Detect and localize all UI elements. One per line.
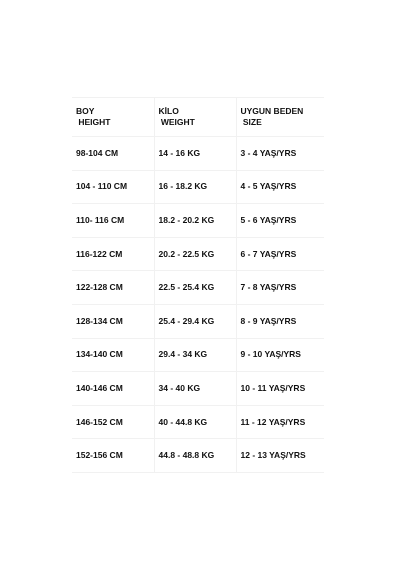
- table-row: [72, 170, 324, 204]
- cell-size: 11 - 12 YAŞ/YRS: [236, 405, 324, 439]
- cell-size: 3 - 4 YAŞ/YRS: [236, 137, 324, 171]
- cell-weight: 16 - 18.2 KG: [154, 170, 236, 204]
- cell-weight: 34 - 40 KG: [154, 372, 236, 406]
- table-row: [72, 137, 324, 171]
- header-size-line2: SIZE: [240, 117, 262, 127]
- cell-size: 4 - 5 YAŞ/YRS: [236, 170, 324, 204]
- cell-size: 5 - 6 YAŞ/YRS: [236, 204, 324, 238]
- cell-height: 110- 116 CM: [72, 204, 154, 238]
- cell-size: 8 - 9 YAŞ/YRS: [236, 304, 324, 338]
- cell-height: 122-128 CM: [72, 271, 154, 305]
- cell-weight: 40 - 44.8 KG: [154, 405, 236, 439]
- cell-weight: 25.4 - 29.4 KG: [154, 304, 236, 338]
- cell-size: 6 - 7 YAŞ/YRS: [236, 237, 324, 271]
- table-header-row: [72, 98, 324, 137]
- cell-weight: 18.2 - 20.2 KG: [154, 204, 236, 238]
- table-row: [72, 204, 324, 238]
- cell-weight: 44.8 - 48.8 KG: [154, 439, 236, 473]
- size-chart-table: [72, 97, 324, 473]
- header-size-line1: UYGUN BEDEN: [240, 106, 304, 116]
- header-weight-line1: KİLO: [158, 106, 179, 116]
- header-height-line2: HEIGHT: [76, 117, 111, 127]
- table-row: [72, 405, 324, 439]
- header-weight: [154, 98, 236, 137]
- table-row: [72, 237, 324, 271]
- cell-height: 128-134 CM: [72, 304, 154, 338]
- table-row: [72, 304, 324, 338]
- cell-height: 134-140 CM: [72, 338, 154, 372]
- header-height-line1: BOY: [76, 106, 95, 116]
- cell-size: 9 - 10 YAŞ/YRS: [236, 338, 324, 372]
- cell-weight: 20.2 - 22.5 KG: [154, 237, 236, 271]
- cell-height: 146-152 CM: [72, 405, 154, 439]
- cell-height: 98-104 CM: [72, 137, 154, 171]
- header-weight-line2: WEIGHT: [158, 117, 195, 127]
- cell-weight: 22.5 - 25.4 KG: [154, 271, 236, 305]
- cell-height: 104 - 110 CM: [72, 170, 154, 204]
- table-row: [72, 338, 324, 372]
- header-size: [236, 98, 324, 137]
- table-row: [72, 271, 324, 305]
- cell-height: 140-146 CM: [72, 372, 154, 406]
- header-height: [72, 98, 154, 137]
- cell-weight: 29.4 - 34 KG: [154, 338, 236, 372]
- cell-size: 12 - 13 YAŞ/YRS: [236, 439, 324, 473]
- cell-weight: 14 - 16 KG: [154, 137, 236, 171]
- cell-height: 116-122 CM: [72, 237, 154, 271]
- cell-size: 10 - 11 YAŞ/YRS: [236, 372, 324, 406]
- cell-height: 152-156 CM: [72, 439, 154, 473]
- table-row: [72, 372, 324, 406]
- cell-size: 7 - 8 YAŞ/YRS: [236, 271, 324, 305]
- table-row: [72, 439, 324, 473]
